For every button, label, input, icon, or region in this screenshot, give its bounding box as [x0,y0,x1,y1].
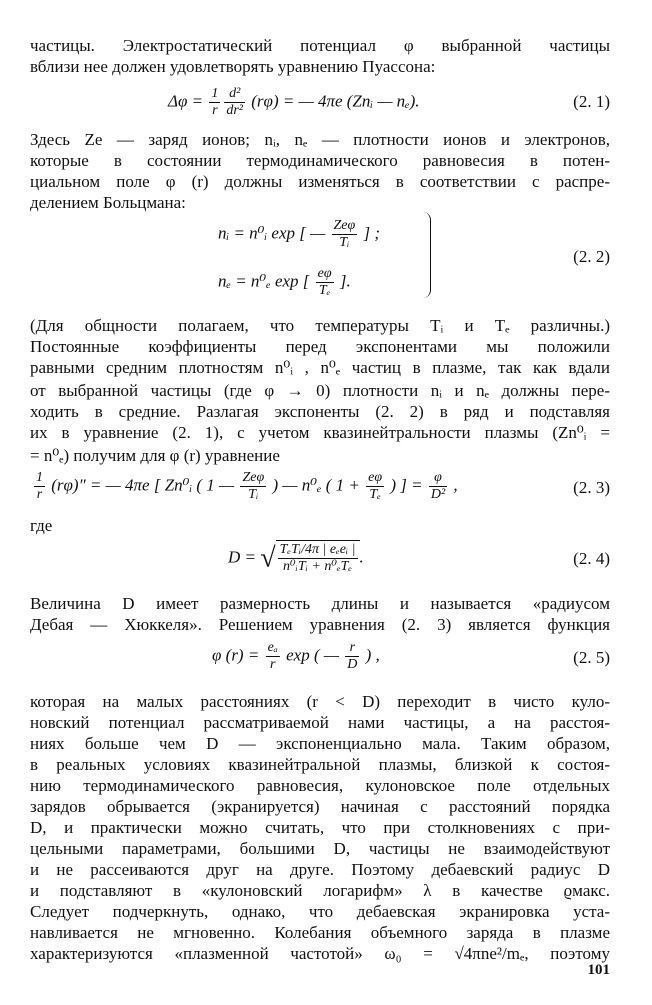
equation-2-2b [218,266,351,299]
right-brace [420,212,431,298]
equation-2-4 [228,540,364,575]
denominator: r [36,487,43,502]
equation-number: (2. 5) [573,648,610,667]
numerator: d² [224,86,245,103]
text-line: от выбранной частицы (где φ → 0) плотности nᵢ и nₑ должны пере- [30,381,610,400]
numerator: eφ [368,470,383,485]
text-line: ниях больше чем D — экспоненциально мала. Таким образом, [30,734,610,753]
denominator: Tₑ [318,283,331,298]
fraction [266,640,280,673]
numerator: eₐ [267,640,278,655]
equation-number: (2. 3) [573,478,610,497]
fraction [429,470,447,503]
text-line: равными средним плотностям n⁰ᵢ , n⁰ₑ частиц в плазме, так как вдали [30,358,610,377]
denominator: r [212,103,218,118]
fraction [240,470,266,503]
equation-number: (2. 2) [573,247,610,266]
eq-text: ) , [361,645,380,665]
denominator: dr² [226,103,244,118]
text-line: Здесь Ze — заряд ионов; nᵢ, nₑ — плотности ионов и электронов, [30,130,610,149]
text-line: делением Больцмана: [30,193,186,212]
equation-2-3 [32,470,458,503]
fraction [209,86,220,119]
text-line: навливается не мгновенно. Колебания объемного заряда в плазме [30,923,610,942]
denominator: Tᵢ [248,487,259,502]
equation-2-2a [218,218,380,251]
fraction [224,86,245,119]
numerator: φ [429,470,447,487]
text-line: ходить в средние. Разлагая экспоненты (2. 2) в ряд и подставляя [30,402,610,421]
text-line: новский потенциал рассматриваемой нами частицы, а на расстоя- [30,713,610,732]
text-line: и подставляют в «кулоновский логарифм» λ в качестве ϱмакс. [30,881,610,900]
eq-text: nₑ = n⁰ₑ exp [ [218,271,314,291]
text-line: D, и практически можно считать, что при столкновениях с при- [30,818,610,837]
text-line: их в уравнение (2. 1), с учетом квазинейтральности плазмы (Zn⁰ᵢ = [30,423,610,442]
denominator: D² [430,487,446,502]
text-line: (Для общности полагаем, что температуры Tᵢ и Tₑ различны.) [30,316,610,335]
text-line: частицы. Электростатический потенциал φ выбранной частицы [30,36,610,55]
denominator: Tᵢ [339,235,350,250]
eq-text: ) ] = [386,475,427,495]
equation-number: (2. 1) [573,92,610,111]
numerator: Zeφ [333,218,356,233]
sqrt-sign: √ [260,542,276,574]
fraction [366,470,384,503]
numerator: eφ [317,266,332,281]
numerator: r [345,640,359,657]
text-line: цельными параметрами, большими D, частицы не взаимодействуют [30,839,610,858]
text-line: Постоянные коэффициенты перед экспонентами мы положили [30,337,610,356]
text-line: нию термодинамического равновесия, кулоновское поле отдельных [30,776,610,795]
text-line: Дебая — Хюккеля». Решением уравнения (2. 3) является функция [30,615,610,634]
text-line: зарядов обрывается (экранируется) начиная с расстояний порядка [30,797,610,816]
eq-text: ]. [335,271,351,291]
text-line: Следует подчеркнуть, однако, что дебаевская экранировка уста- [30,902,610,921]
text-line: вблизи нее должен удовлетворять уравнению Пуассона: [30,57,436,76]
fraction [345,640,359,673]
text-line: характеризуются «плазменной частотой» ω₀ = √4πne²/mₑ, поэтому [30,944,610,963]
eq-text: (rφ)″ = — 4πe [ Zn⁰ᵢ ( 1 — [47,475,239,495]
text-line: которые в состоянии термодинамического равновесия в потен- [30,151,610,170]
eq-text: exp ( — [281,645,344,665]
eq-text: nᵢ = n⁰ᵢ exp [ — [218,223,330,243]
denominator: r [270,657,276,672]
eq-text: ] ; [359,223,381,243]
text-line: и не рассеиваются друг на друге. Поэтому дебаевский радиус D [30,860,610,879]
denominator: n⁰ᵢTᵢ + n⁰ₑTₑ [283,559,353,574]
fraction [278,542,358,575]
eq-text: (rφ) = — 4πe (Znᵢ — nₑ). [247,91,420,111]
text-line: в реальных условиях квазинейтральной плазмы, близкой к состоя- [30,755,610,774]
sqrt-radicand [276,540,360,575]
text-line: = n⁰ₑ) получим для φ (r) уравнение [30,446,280,465]
equation-2-1 [168,86,420,119]
page-number: 101 [587,962,610,978]
eq-text: φ (r) = [212,645,264,665]
numerator: Zeφ [242,470,265,485]
fraction [34,470,45,503]
numerator: 1 [211,86,219,101]
numerator: TₑTᵢ/4π | eₑeᵢ | [279,542,356,557]
fraction [316,266,334,299]
eq-text: ) — n⁰ₑ ( 1 + [268,475,365,495]
fraction [332,218,358,251]
equation-number: (2. 4) [573,549,610,568]
text-line: Величина D имеет размерность длины и называется «радиусом [30,594,610,613]
eq-text: . [359,547,364,567]
text-line: где [30,516,53,535]
text-line: которая на малых расстояниях (r < D) переходит в чисто куло- [30,692,610,711]
eq-text: Δφ = [168,91,208,111]
denominator: D [347,657,358,672]
numerator: 1 [36,470,43,485]
equation-2-5 [212,640,380,673]
eq-text: D = [228,547,261,567]
eq-text: , [449,475,458,495]
text-line: циальном поле φ (r) должны изменяться в соответствии с распре- [30,172,610,191]
denominator: Tₑ [369,487,381,502]
